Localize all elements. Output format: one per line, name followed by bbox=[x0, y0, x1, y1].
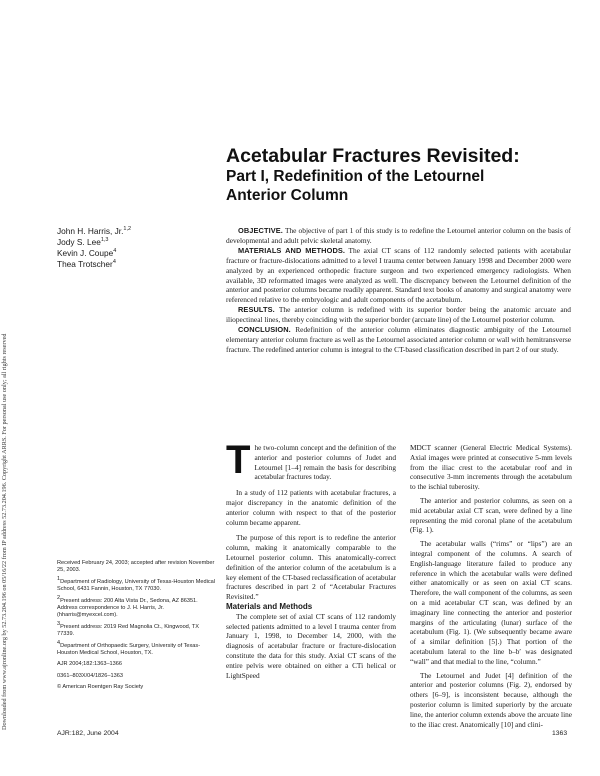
affiliation: $^4$Department of Orthopaedic Surgery, University of Texas-Houston Medical School, Houston, TX. bbox=[57, 639, 201, 657]
intro-paragraph: The two-column concept and the definition of the anterior and posterior columns of Judet and Letournel [1–4] remain the basis for describing acetabular fractures today. bbox=[226, 438, 396, 482]
author-list bbox=[57, 226, 131, 270]
copyright-line: © American Roentgen Ray Society bbox=[57, 684, 144, 691]
abstract-conclusion: CONCLUSION. Redefinition of the anterior column eliminates diagnostic ambiguity of the Letournel elementary anterior column fracture as well as the Letournel associated anterior column or wall with hemitransverse fracture. The redefined anterior column is integral to the CT-based classification described in part 2 of our study. bbox=[226, 325, 571, 354]
body-paragraph: The acetabular walls (“rims” or “lips”) are an integral component of the columns. A search of English-language literature failed to produce any reference in which the acetabular walls were defined either anatomically or as seen on axial CT scans. Therefore, the wall component of the columns, as seen on a mid acetabular CT scan, was defined by an imaginary line connecting the anterior and posterior margins of the articulating (lunar) surface of the acetabulum (Fig. 1). (We subsequently became aware of a similar definition [5].) That portion of the acetabulum lateral to the line b–b′ was designated “wall” and that medial to the line, “column.” bbox=[410, 539, 572, 666]
affiliation: $^1$Department of Radiology, University of Texas-Houston Medical School, 6431 Fannin, Houston, TX 77030. bbox=[57, 575, 215, 593]
body-paragraph: The complete set of axial CT scans of 112 randomly selected patients admitted to a level I trauma center from January 1, 1998, to December 14, 2000, with the diagnosis of acetabular fracture or fracture-dislocation constitute the data for this study. Axial CT scans of the entire pelvis were obtained on either a CTi helical or LightSpeed bbox=[226, 611, 396, 680]
abstract-objective: OBJECTIVE. The objective of part 1 of this study is to redefine the Letournel anterior column on the basis of developmental and adult pelvic skeletal anatomy. bbox=[226, 226, 571, 245]
body-paragraph: The purpose of this report is to redefine the anterior column, making it anatomically comparable to the Letournel posterior column. This anatomically-correct definition of the anterior column of the acetabulum is a key element of the CT-based reclassification of acetabular fractures described in part 2 of “Acetabular Fractures Revisited.” bbox=[226, 533, 396, 602]
citation-line: AJR 2004;182:1363–1366 bbox=[57, 661, 123, 668]
author: Kevin J. Coupe$^4$ bbox=[57, 248, 117, 258]
body-paragraph: In a study of 112 patients with acetabular fractures, a major discrepancy in the anatomic definition of the anterior column with respect to that of the posterior column became apparent. bbox=[226, 488, 396, 527]
article-title bbox=[226, 145, 566, 205]
footer-journal: AJR:182, June 2004 bbox=[57, 730, 119, 737]
page-number: 1363 bbox=[552, 730, 568, 737]
author: Thea Trotscher$^4$ bbox=[57, 259, 116, 269]
author: John H. Harris, Jr.$^{1,2}$ bbox=[57, 226, 132, 236]
affiliation: $^2$Present address: 200 Alta Vista Dr., Sedona, AZ 86351. Address correspondence to J. H. Harris, Jr. (hharris@myexcel.com). bbox=[57, 594, 198, 619]
abstract bbox=[226, 226, 571, 355]
watermark-text: Downloaded from www.ajronline.org by 52.73.204.196 on 05/16/22 from IP address 52.73.204.196. Copyright ARRS. For personal use only; all rights reserved bbox=[1, 333, 8, 730]
section-heading: Materials and Methods bbox=[226, 601, 313, 611]
body-column-2 bbox=[410, 443, 572, 729]
download-watermark bbox=[0, 40, 12, 740]
body-paragraph: MDCT scanner (General Electric Medical Systems). Axial images were printed at consecutive 5-mm levels from the iliac crest to the acetabular roof and in consecutive 3-mm increments through the acetabulum to the ischial tuberosity. bbox=[410, 443, 572, 492]
title-line-1: Acetabular Fractures Revisited: bbox=[226, 145, 520, 167]
title-line-2: Part I, Redefinition of the Letournel bbox=[226, 168, 485, 185]
affiliation: $^3$Present address: 2019 Red Magnolia Ct., Kingwood, TX 77339. bbox=[57, 620, 199, 638]
body-paragraph: The anterior and posterior columns, as seen on a mid acetabular axial CT scan, were defined by a line representing the mid coronal plane of the acetabulum (Fig. 1). bbox=[410, 495, 572, 535]
body-column-1 bbox=[226, 438, 396, 680]
received-note: Received February 24, 2003; accepted after revision November 25, 2003. bbox=[57, 560, 215, 574]
issn-line: 0361–803X/04/1826–1363 bbox=[57, 672, 123, 679]
drop-cap: T bbox=[226, 438, 251, 482]
title-line-3: Anterior Column bbox=[226, 187, 349, 204]
author: Jody S. Lee$^{1,3}$ bbox=[57, 237, 109, 247]
article-notes bbox=[57, 560, 217, 696]
abstract-results: RESULTS. The anterior column is redefined with its superior border being the anatomic arcuate and iliopectineal lines, thereby coinciding with the superior border (arcuate line) of the Letournel posterior column. bbox=[226, 305, 571, 325]
body-paragraph: The Letournel and Judet [4] definition of the anterior and posterior columns (Fig. 2), endorsed by others [6–9], is inconsistent because, although the posterior column is limited superiorly by the arcuate line, the anterior column extends above the arcuate line to the iliac crest. Anatomically [10] and clini- bbox=[410, 670, 572, 729]
abstract-methods: MATERIALS AND METHODS. The axial CT scans of 112 randomly selected patients with acetabular fracture or fracture-dislocations admitted to a level I trauma center between January 1998 and December 2000 were analyzed by an experienced orthopedic fracture surgeon and two experienced emergency radiologists. When available, 3D reformatted images were analyzed as well. The discrepancy between the Letournel definition of the anterior and posterior columns became readily apparent. Standard text books of anatomy and surgical anatomy were referenced relative to the embryologic and adult components of the acetabulum. bbox=[226, 245, 571, 305]
